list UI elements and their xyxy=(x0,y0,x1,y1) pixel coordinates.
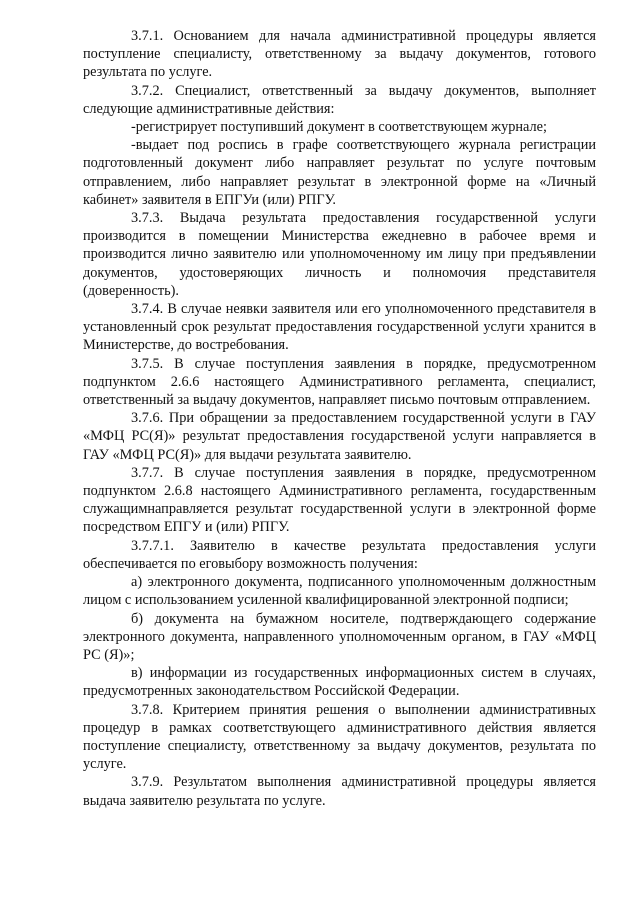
paragraph-3-7-1: 3.7.1. Основанием для начала административной процедуры является поступление специалисту, ответственному за выдачу документов, готового результата по услуге. xyxy=(83,28,596,81)
paragraph-3-7-5: 3.7.5. В случае поступления заявления в порядке, предусмотренном подпунктом 2.6.6 настоящего Административного регламента, специалист, ответственный за выдачу документов, направляет письмо почтовым отправлением. xyxy=(83,355,596,409)
paragraph-3-7-7: 3.7.7. В случае поступления заявления в порядке, предусмотренном подпунктом 2.6.8 настоящего Административного регламента, государственным служащимнаправляется результат государственной услуги в электронной форме посредством ЕПГУ и (или) РПГУ. xyxy=(83,464,596,536)
list-item-v: в) информации из государственных информационных систем в случаях, предусмотренных законодательством Российской Федерации. xyxy=(83,665,596,700)
paragraph-3-7-6: 3.7.6. При обращении за предоставлением государственной услуги в ГАУ «МФЦ РС(Я)» результат предоставления государственой услуги направляется в ГАУ «МФЦ РС(Я)» для выдачи результата заявителю. xyxy=(83,410,596,463)
paragraph-3-7-9: 3.7.9. Результатом выполнения административной процедуры является выдача заявителю результата по услуге. xyxy=(83,774,596,809)
list-item-issue: -выдает под роспись в графе соответствующего журнала регистрации подготовленный документ либо направляет результат по услуге почтовым отправлением, либо направляет результат в электронной форме на «Личный кабинет» заявителя в ЕПГУи (или) РПГУ. xyxy=(83,137,596,208)
paragraph-3-7-4: 3.7.4. В случае неявки заявителя или его уполномоченного представителя в установленный срок результат предоставления государственной услуги хранится в Министерстве, до востребования. xyxy=(83,301,596,354)
paragraph-3-7-2: 3.7.2. Специалист, ответственный за выдачу документов, выполняет следующие административные действия: xyxy=(83,82,596,117)
paragraph-3-7-8: 3.7.8. Критерием принятия решения о выполнении административных процедур в рамках соответствующего административного действия является поступление специалисту, ответственному за выдачу документов, результата по услуге. xyxy=(83,701,596,773)
document-body xyxy=(83,27,596,810)
paragraph-3-7-7-1: 3.7.7.1. Заявителю в качестве результата предоставления услуги обеспечивается по еговыбору возможность получения: xyxy=(83,537,596,572)
list-item-a: а) электронного документа, подписанного уполномоченным должностным лицом с использованием усиленной квалифицированной электронной подписи; xyxy=(83,574,596,609)
list-item-register: -регистрирует поступивший документ в соответствующем журнале; xyxy=(131,119,547,136)
paragraph-3-7-3: 3.7.3. Выдача результата предоставления государственной услуги производится в помещении Министерства ежедневно в рабочее время и производится лично заявителю или уполномоченному им лицу при предъявлении документов, удостоверяющих личность и полномочия представителя (доверенность). xyxy=(83,210,596,299)
list-item-b: б) документа на бумажном носителе, подтверждающего содержание электронного документа, направленного уполномоченным органом, в ГАУ «МФЦ РС (Я)»; xyxy=(83,610,596,663)
